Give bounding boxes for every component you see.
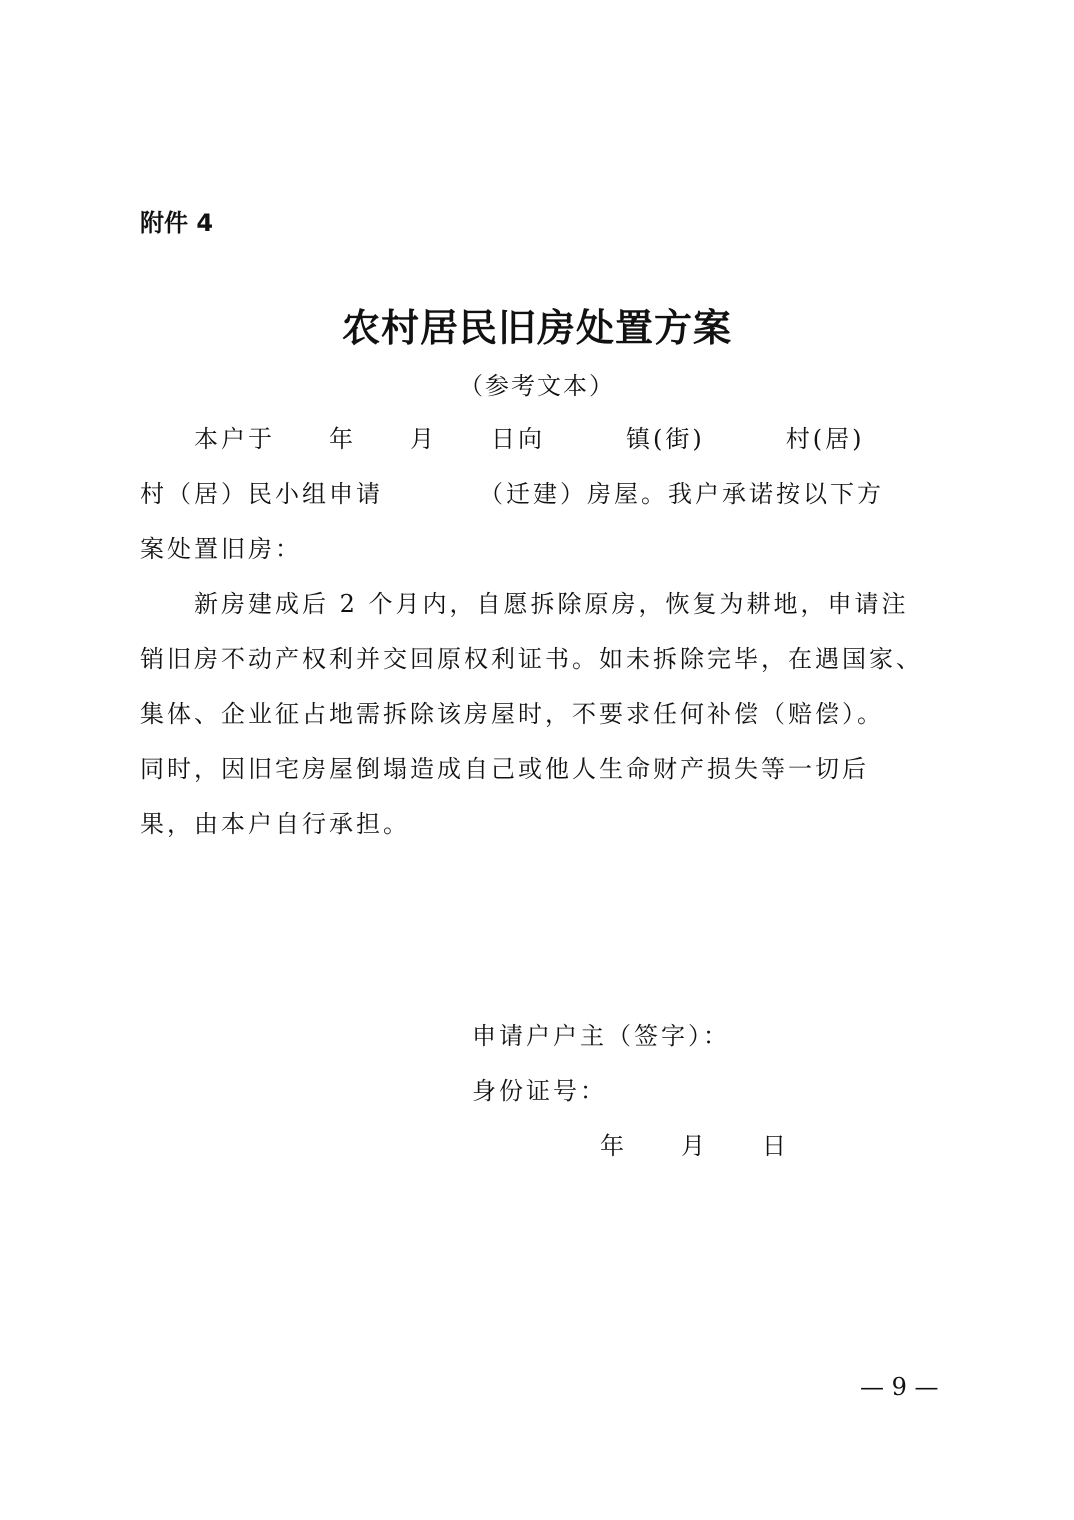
attachment-label: 附件 4: [140, 209, 214, 237]
document-title: 农村居民旧房处置方案: [341, 305, 732, 350]
paragraph1-line: 本户于 年 月 日向 镇(街) 村(居): [140, 425, 865, 453]
paragraph2-line: 同时，因旧宅房屋倒塌造成自己或他人生命财产损失等一切后: [140, 755, 869, 783]
paragraph2-line: 新房建成后 2 个月内，自愿拆除原房，恢复为耕地，申请注: [140, 590, 909, 618]
paragraph1-line: 案处置旧房：: [140, 535, 302, 563]
page-number: — 9 —: [860, 1373, 939, 1401]
document-subtitle: （参考文本）: [459, 372, 615, 400]
owner-signature-label: 申请户户主（签字）：: [472, 1022, 730, 1050]
paragraph2-line: 销旧房不动产权利并交回原权利证书。如未拆除完毕，在遇国家、: [140, 645, 923, 673]
paragraph2-line: 集体、企业征占地需拆除该房屋时，不要求任何补偿（赔偿）。: [140, 700, 884, 728]
date-line: 年 月 日: [600, 1132, 789, 1160]
paragraph1-line: 村（居）民小组申请 （迁建）房屋。我户承诺按以下方: [140, 480, 884, 508]
id-number-label: 身份证号：: [472, 1077, 607, 1105]
paragraph2-line: 果，由本户自行承担。: [140, 810, 410, 838]
